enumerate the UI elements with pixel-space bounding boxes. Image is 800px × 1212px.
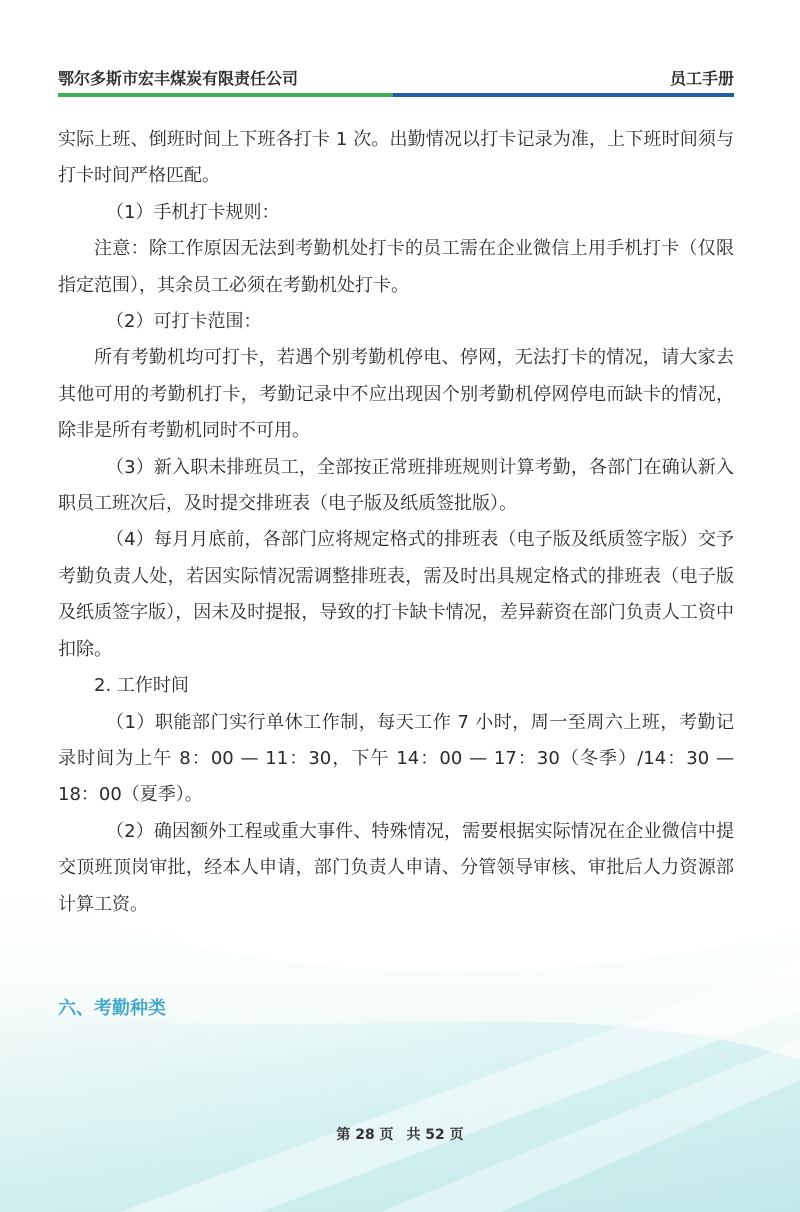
paragraph: （2）确因额外工程或重大事件、特殊情况，需要根据实际情况在企业微信中提交顶班顶岗审批，经本人申请，部门负责人申请、分管领导审核、审批后人力资源部计算工资。 (58, 820, 734, 915)
header-rule-blue (393, 93, 734, 97)
paragraph: 实际上班、倒班时间上下班各打卡 1 次。出勤情况以打卡记录为准，上下班时间须与打卡时间严格匹配。 (58, 129, 734, 187)
subheading: 2. 工作时间 (94, 675, 189, 697)
paragraph: （3）新入职未排班员工，全部按正常班排班规则计算考勤，各部门在确认新入职员工班次后，及时提交排班表（电子版及纸质签批版）。 (58, 456, 734, 515)
paragraph: （2）可打卡范围： (106, 311, 262, 333)
header-rule-green (58, 93, 393, 97)
total-pages: 共 52 页 (406, 1127, 464, 1143)
paragraph: （1）手机打卡规则： (106, 201, 280, 223)
section-title: 六、考勤种类 (58, 998, 166, 1019)
current-page: 第 28 页 (336, 1127, 394, 1143)
paragraph: （1）职能部门实行单休工作制，每天工作 7 小时，周一至周六上班，考勤记录时间为上午 8：00 — 11：30，下午 14：00 — 17：30（冬季）/14：30 — 18：00（夏季）。 (58, 711, 734, 806)
paragraph: （4）每月月底前，各部门应将规定格式的排班表（电子版及纸质签字版）交予考勤负责人处，若因实际情况需调整排班表，需及时出具规定格式的排班表（电子版及纸质签字版），因未及时提报，导致的打卡缺卡情况，差异薪资在部门负责人工资中扣除。 (58, 529, 734, 660)
page-header (58, 66, 734, 94)
page-number (0, 1124, 800, 1144)
paragraph: 注意：除工作原因无法到考勤机处打卡的员工需在企业微信上用手机打卡（仅限指定范围），其余员工必须在考勤机处打卡。 (58, 238, 734, 296)
paragraph: 所有考勤机均可打卡，若遇个别考勤机停电、停网，无法打卡的情况，请大家去其他可用的考勤机打卡，考勤记录中不应出现因个别考勤机停网停电而缺卡的情况，除非是所有考勤机同时不可用。 (58, 347, 734, 442)
body-text (58, 122, 734, 923)
company-name: 鄂尔多斯市宏丰煤炭有限责任公司 (58, 69, 299, 88)
handbook-title: 员工手册 (669, 69, 734, 88)
